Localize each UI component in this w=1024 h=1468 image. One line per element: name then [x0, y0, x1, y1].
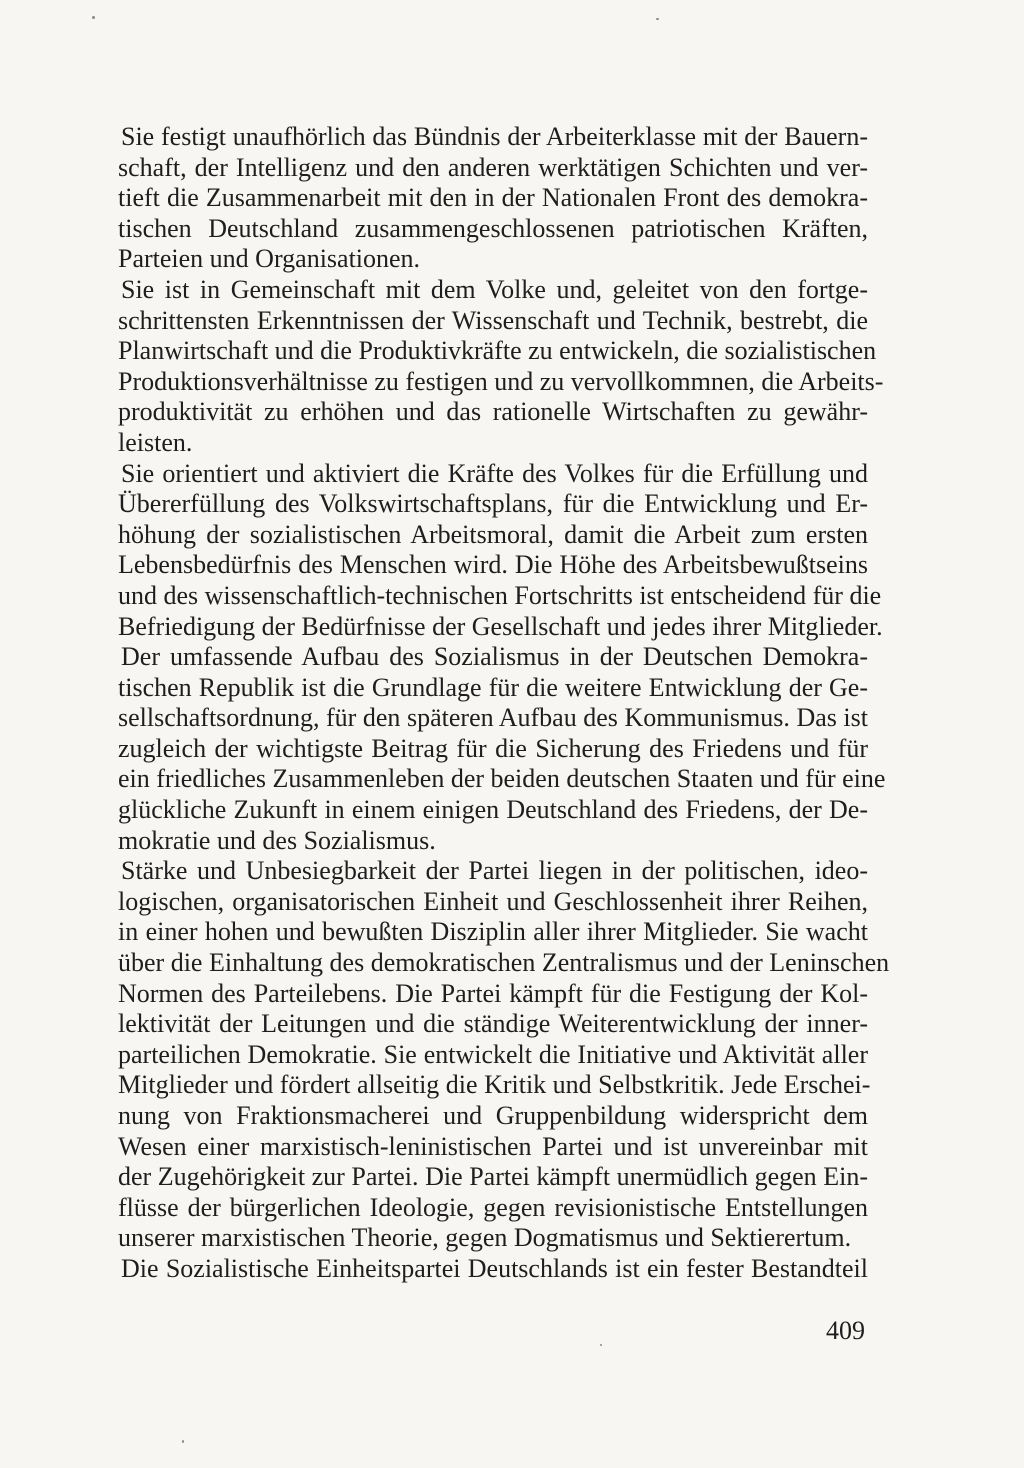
text-line: Planwirtschaft und die Produktivkräfte zu entwickeln, die sozialistischen	[118, 336, 877, 366]
text-line: der Zugehörigkeit zur Partei. Die Partei kämpft unermüdlich gegen Ein-	[118, 1162, 868, 1192]
text-line: Mitglieder und fördert allseitig die Kritik und Selbstkritik. Jede Erschei-	[118, 1070, 871, 1100]
text-line: Normen des Parteilebens. Die Partei kämpft für die Festigung der Kol-	[118, 978, 868, 1008]
scan-speck	[182, 1440, 184, 1443]
text-line: unserer marxistischen Theorie, gegen Dogmatismus und Sektierertum.	[118, 1223, 852, 1253]
text-line: und des wissenschaftlich-technischen Fortschritts ist entscheidend für die	[118, 580, 882, 610]
text-line: Wesen einer marxistisch-leninistischen Partei und ist unvereinbar mit	[118, 1131, 868, 1161]
text-line: tieft die Zusammenarbeit mit den in der Nationalen Front des demokra-	[118, 183, 868, 213]
body-text	[118, 122, 890, 1285]
text-line: mokratie und des Sozialismus.	[118, 825, 436, 855]
text-line: nung von Fraktionsmacherei und Gruppenbildung widerspricht dem	[118, 1101, 868, 1130]
text-line: parteilichen Demokratie. Sie entwickelt die Initiative und Aktivität aller	[118, 1039, 868, 1069]
text-line: Sie ist in Gemeinschaft mit dem Volke und, geleitet von den fortge-	[121, 274, 868, 304]
text-line: ein friedliches Zusammenleben der beiden deutschen Staaten und für eine	[118, 764, 886, 794]
text-line: Parteien und Organisationen.	[118, 244, 421, 274]
paragraph	[118, 642, 886, 856]
paragraph	[118, 856, 890, 1254]
text-line: Der umfassende Aufbau des Sozialismus in der Deutschen Demokra-	[121, 642, 868, 672]
text-line: Sie festigt unaufhörlich das Bündnis der Arbeiterklasse mit der Bauern-	[121, 122, 868, 151]
text-line: glückliche Zukunft in einem einigen Deutschland des Friedens, der De-	[118, 795, 868, 825]
text-line: leisten.	[118, 427, 193, 457]
text-line: zugleich der wichtigste Beitrag für die Sicherung des Friedens und für	[118, 733, 868, 763]
text-line: produktivität zu erhöhen und das rationelle Wirtschaften zu gewähr-	[118, 397, 868, 427]
scan-speck	[92, 16, 95, 19]
paragraph	[118, 122, 868, 275]
text-line: Stärke und Unbesiegbarkeit der Partei liegen in der politischen, ideo-	[121, 856, 868, 886]
text-line: schrittensten Erkenntnissen der Wissenschaft und Technik, bestrebt, die	[118, 305, 868, 335]
text-line: Produktionsverhältnisse zu festigen und zu vervollkommnen, die Arbeits-	[118, 366, 884, 396]
text-line: Sie orientiert und aktiviert die Kräfte des Volkes für die Erfüllung und	[121, 458, 868, 488]
page-number: 409	[826, 1316, 865, 1345]
paragraph	[118, 274, 884, 459]
text-line: Übererfüllung des Volkswirtschaftsplans, für die Entwicklung und Er-	[118, 489, 868, 519]
paragraph	[118, 458, 883, 643]
text-line: Lebensbedürfnis des Menschen wird. Die Höhe des Arbeitsbewußtseins	[118, 550, 868, 580]
paragraph	[118, 1254, 868, 1285]
scan-speck	[656, 18, 659, 20]
text-line: tischen Republik ist die Grundlage für die weitere Entwicklung der Ge-	[118, 672, 868, 702]
text-line: in einer hohen und bewußten Disziplin aller ihrer Mitglieder. Sie wacht	[118, 917, 868, 947]
text-line: sellschaftsordnung, für den späteren Aufbau des Kommunismus. Das ist	[118, 703, 868, 733]
text-line: logischen, organisatorischen Einheit und Geschlossenheit ihrer Reihen,	[118, 886, 868, 916]
text-line: Befriedigung der Bedürfnisse der Gesellschaft und jedes ihrer Mitglieder.	[118, 611, 883, 641]
text-line: lektivität der Leitungen und die ständige Weiterentwicklung der inner-	[118, 1009, 868, 1039]
text-line: schaft, der Intelligenz und den anderen werktätigen Schichten und ver-	[118, 152, 868, 182]
text-line: tischen Deutschland zusammengeschlossenen patriotischen Kräften,	[118, 213, 868, 243]
text-line: über die Einhaltung des demokratischen Zentralismus und der Leninschen	[118, 948, 890, 978]
text-line: Die Sozialistische Einheitspartei Deutschlands ist ein fester Bestandteil	[121, 1253, 868, 1283]
text-line: höhung der sozialistischen Arbeitsmoral, damit die Arbeit zum ersten	[118, 519, 868, 549]
scan-speck	[600, 1344, 602, 1346]
text-line: flüsse der bürgerlichen Ideologie, gegen revisionistische Entstellungen	[118, 1192, 868, 1222]
